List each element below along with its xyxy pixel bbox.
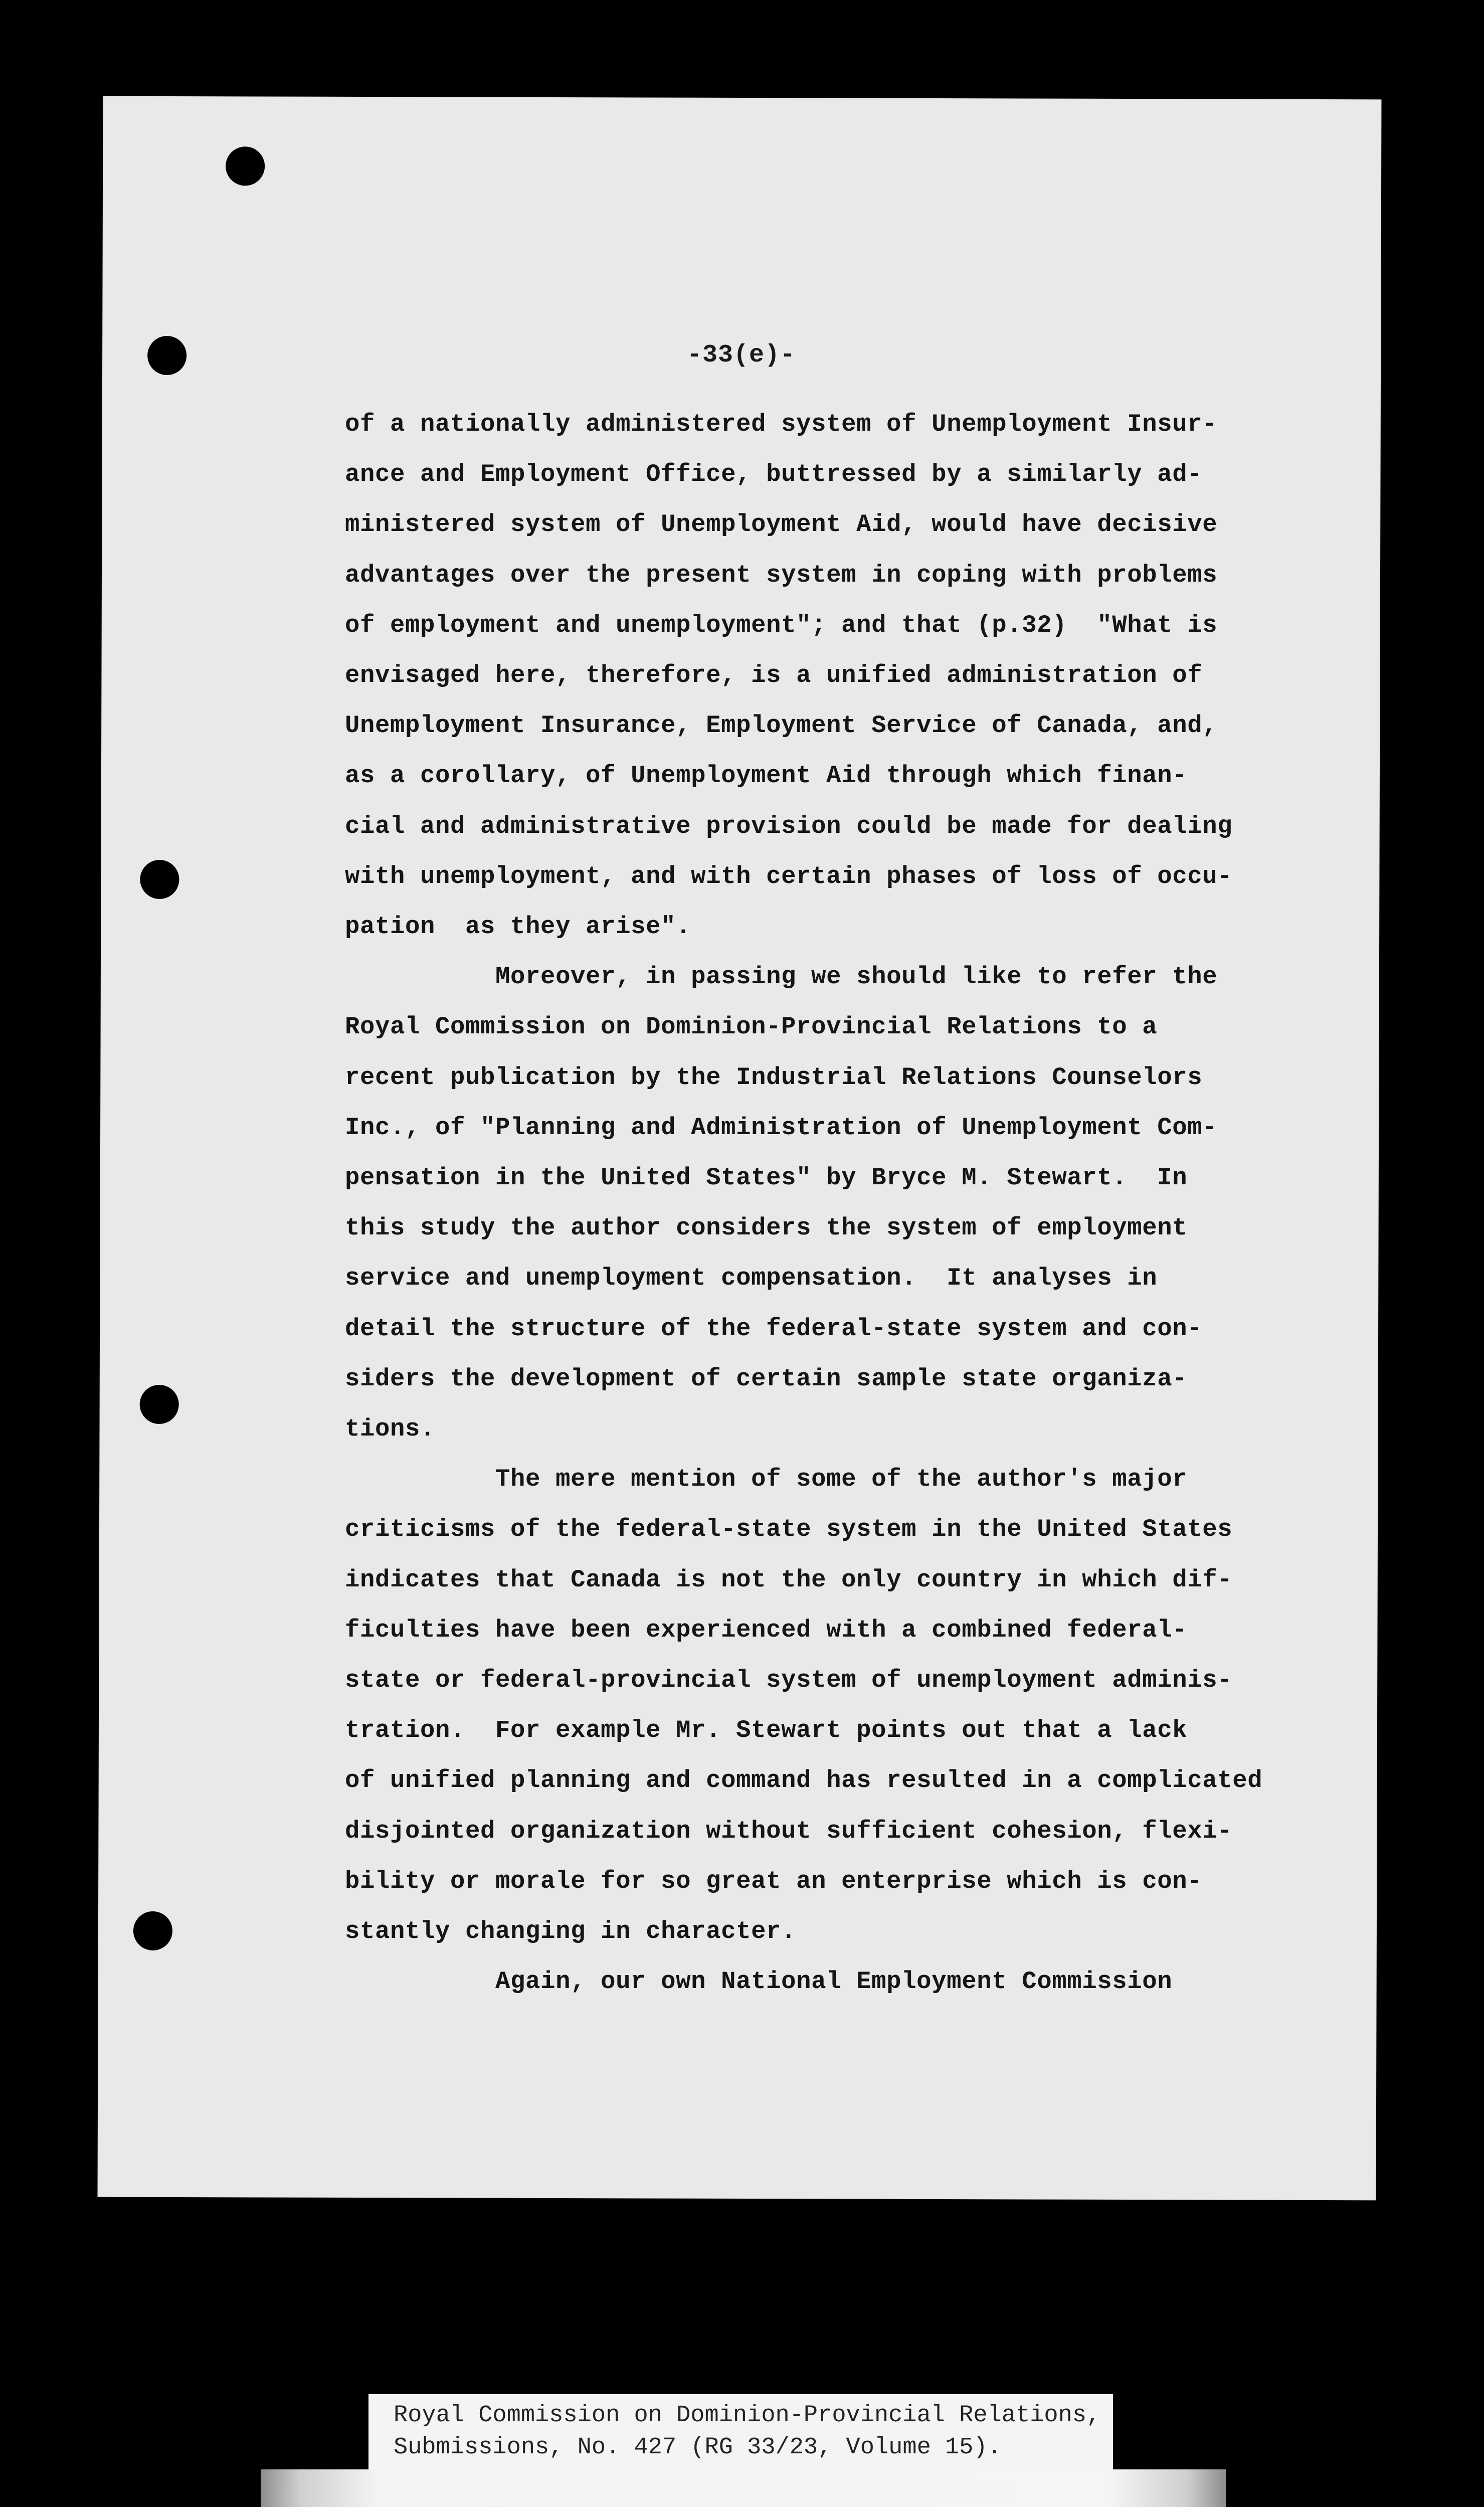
text-line: Royal Commission on Dominion-Provincial Relations to a [345, 1013, 1158, 1041]
archive-reference-label [368, 2394, 1113, 2469]
text-line: this study the author considers the system of employment [345, 1214, 1188, 1242]
archive-reference-line-2: Submissions, No. 427 (RG 33/23, Volume 15). [394, 2434, 1002, 2461]
text-line: stantly changing in character. [345, 1917, 797, 1945]
text-line: bility or morale for so great an enterprise which is con- [345, 1867, 1203, 1895]
punch-hole-2 [147, 336, 187, 375]
text-line: of unified planning and command has resulted in a complicated [345, 1766, 1263, 1795]
text-line: as a corollary, of Unemployment Aid through which finan- [345, 762, 1188, 790]
archive-reference-line-1: Royal Commission on Dominion-Provincial Relations, [394, 2402, 1101, 2429]
text-line: detail the structure of the federal-state system and con- [345, 1315, 1203, 1343]
text-line: tions. [345, 1415, 436, 1443]
text-line: envisaged here, therefore, is a unified administration of [345, 661, 1203, 689]
text-line: state or federal-provincial system of unemployment adminis- [345, 1666, 1233, 1694]
punch-hole-3 [140, 860, 179, 899]
text-line: Unemployment Insurance, Employment Service of Canada, and, [345, 711, 1218, 740]
archives-stamp [261, 2469, 1226, 2507]
text-line: ministered system of Unemployment Aid, would have decisive [345, 510, 1218, 539]
punch-hole-4 [140, 1385, 179, 1424]
text-line: Again, our own National Employment Commission [345, 1967, 1173, 1996]
text-line: tration. For example Mr. Stewart points out that a lack [345, 1716, 1188, 1744]
text-line: advantages over the present system in coping with problems [345, 561, 1218, 589]
text-line: pation as they arise". [345, 913, 691, 941]
text-line: ficulties have been experienced with a combined federal- [345, 1616, 1188, 1644]
text-line: disjointed organization without sufficient cohesion, flexi- [345, 1817, 1233, 1845]
text-line: Inc., of "Planning and Administration of Unemployment Com- [345, 1114, 1218, 1142]
text-line: indicates that Canada is not the only country in which dif- [345, 1566, 1233, 1594]
text-line: The mere mention of some of the author's major [345, 1465, 1188, 1493]
text-line: siders the development of certain sample state organiza- [345, 1365, 1188, 1393]
text-line: of a nationally administered system of Unemployment Insur- [345, 410, 1218, 438]
text-line: of employment and unemployment"; and that (p.32) "What is [345, 611, 1218, 639]
punch-hole-5 [133, 1911, 172, 1950]
text-line: criticisms of the federal-state system in the United States [345, 1515, 1233, 1543]
text-line: with unemployment, and with certain phases of loss of occu- [345, 862, 1233, 890]
text-line: pensation in the United States" by Bryce M. Stewart. In [345, 1164, 1188, 1192]
text-line: cial and administrative provision could be made for dealing [345, 812, 1233, 840]
text-line: ance and Employment Office, buttressed by a similarly ad- [345, 460, 1203, 488]
punch-hole-1 [226, 146, 265, 186]
page-number: -33(e)- [687, 341, 796, 370]
text-line: Moreover, in passing we should like to refer the [345, 963, 1218, 991]
text-line: service and unemployment compensation. It analyses in [345, 1264, 1158, 1292]
text-line: recent publication by the Industrial Relations Counselors [345, 1063, 1203, 1092]
